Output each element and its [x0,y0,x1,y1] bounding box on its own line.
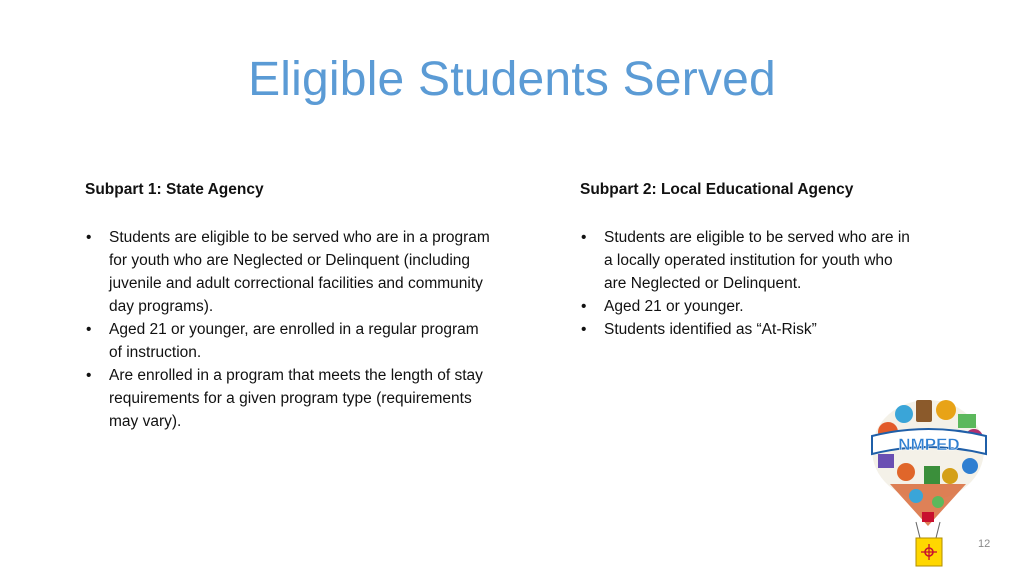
right-column-heading: Subpart 2: Local Educational Agency [580,181,854,198]
list-item: • Students are eligible to be served who are in a locally operated institution for youth who are Neglected or Delinquent. [580,226,910,295]
list-item: • Aged 21 or younger, are enrolled in a regular program of instruction. [85,318,495,364]
balloon-icon [872,400,984,526]
logo-text: NMPED [898,435,960,454]
new-mexico-flag-icon [916,538,942,566]
right-bullet-list [580,226,910,341]
left-column [85,180,495,433]
slide-title: Eligible Students Served [248,53,776,106]
list-item: • Aged 21 or younger. [580,295,910,318]
logo-banner [872,429,986,454]
left-bullet-list [85,226,495,433]
nmped-logo [866,392,996,568]
page-number: 12 [978,538,991,550]
list-item: • Students are eligible to be served who are in a program for youth who are Neglected or Delinquent (including juvenile and adult correctional facilities and community day programs). [85,226,495,318]
right-column [580,180,910,341]
list-item: • Are enrolled in a program that meets the length of stay requirements for a given program type (requirements may vary). [85,364,495,433]
list-item: • Students identified as “At-Risk” [580,318,910,341]
left-column-heading: Subpart 1: State Agency [85,181,264,198]
